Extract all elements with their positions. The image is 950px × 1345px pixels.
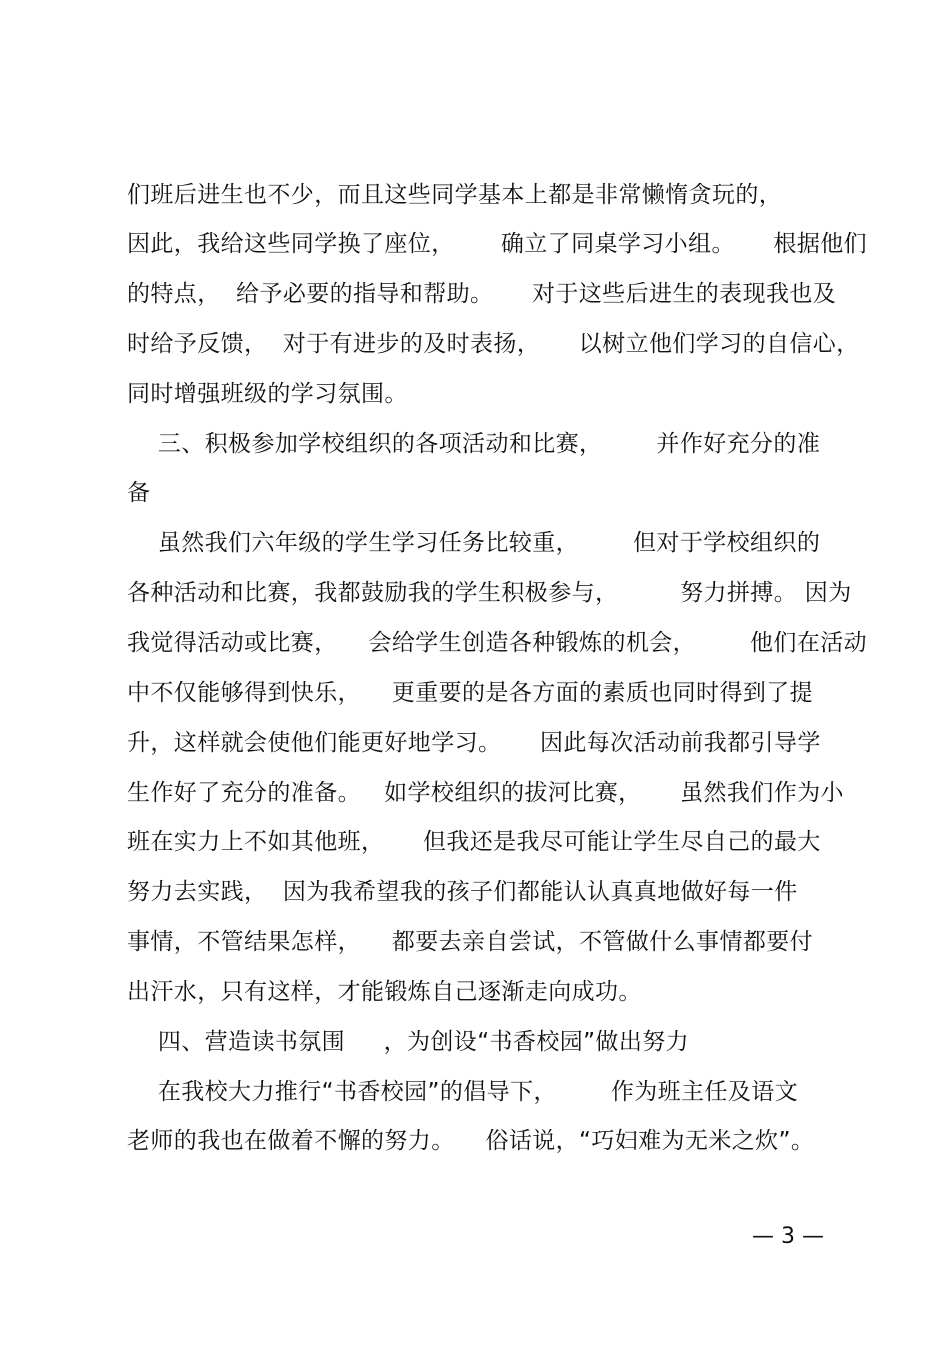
text-line-5: 同时增强班级的学习氛围。 [127,381,408,407]
text-line-3: 的特点， 给予必要的指导和帮助。 对于这些后进生的表现我也及 [127,281,837,307]
text-line-4: 时给予反馈， 对于有进步的及时表扬， 以树立他们学习的自信心， [127,331,860,357]
text-line-12: 升，这样就会使他们能更好地学习。 因此每次活动前我都引导学 [127,730,821,756]
text-line-8: 虽然我们六年级的学生学习任务比较重， 但对于学校组织的 [127,530,821,556]
section-heading-4: 四、营造读书氛围 ，为创设“书香校园”做出努力 [127,1029,690,1055]
text-line-17: 出汗水，只有这样，才能锻炼自己逐渐走向成功。 [127,979,642,1005]
section-heading-3: 三、积极参加学校组织的各项活动和比赛， 并作好充分的准 [127,431,821,457]
page-number: — 3 — [752,1224,824,1249]
text-line-16: 事情，不管结果怎样， 都要去亲自尝试，不管做什么事情都要付 [127,929,814,955]
text-line-14: 班在实力上不如其他班， 但我还是我尽可能让学生尽自己的最大 [127,829,821,855]
text-line-15: 努力去实践， 因为我希望我的孩子们都能认认真真地做好每一件 [127,879,798,905]
text-line-10: 我觉得活动或比赛， 会给学生创造各种锻炼的机会， 他们在活动 [127,630,868,656]
text-line-13: 生作好了充分的准备。 如学校组织的拔河比赛， 虽然我们作为小 [127,780,844,806]
text-line-2: 因此，我给这些同学换了座位， 确立了同桌学习小组。 根据他们 [127,231,868,257]
text-line-19: 在我校大力推行“书香校园”的倡导下， 作为班主任及语文 [127,1079,799,1105]
section-heading-3-cont: 备 [127,480,151,506]
text-line-20: 老师的我也在做着不懈的努力。 俗话说，“巧妇难为无米之炊”。 [127,1128,815,1154]
text-line-1: 们班后进生也不少，而且这些同学基本上都是非常懒惰贪玩的， [127,182,783,208]
text-line-9: 各种活动和比赛，我都鼓励我的学生积极参与， 努力拼搏。 因为 [127,580,852,606]
text-line-11: 中不仅能够得到快乐， 更重要的是各方面的素质也同时得到了提 [127,680,814,706]
